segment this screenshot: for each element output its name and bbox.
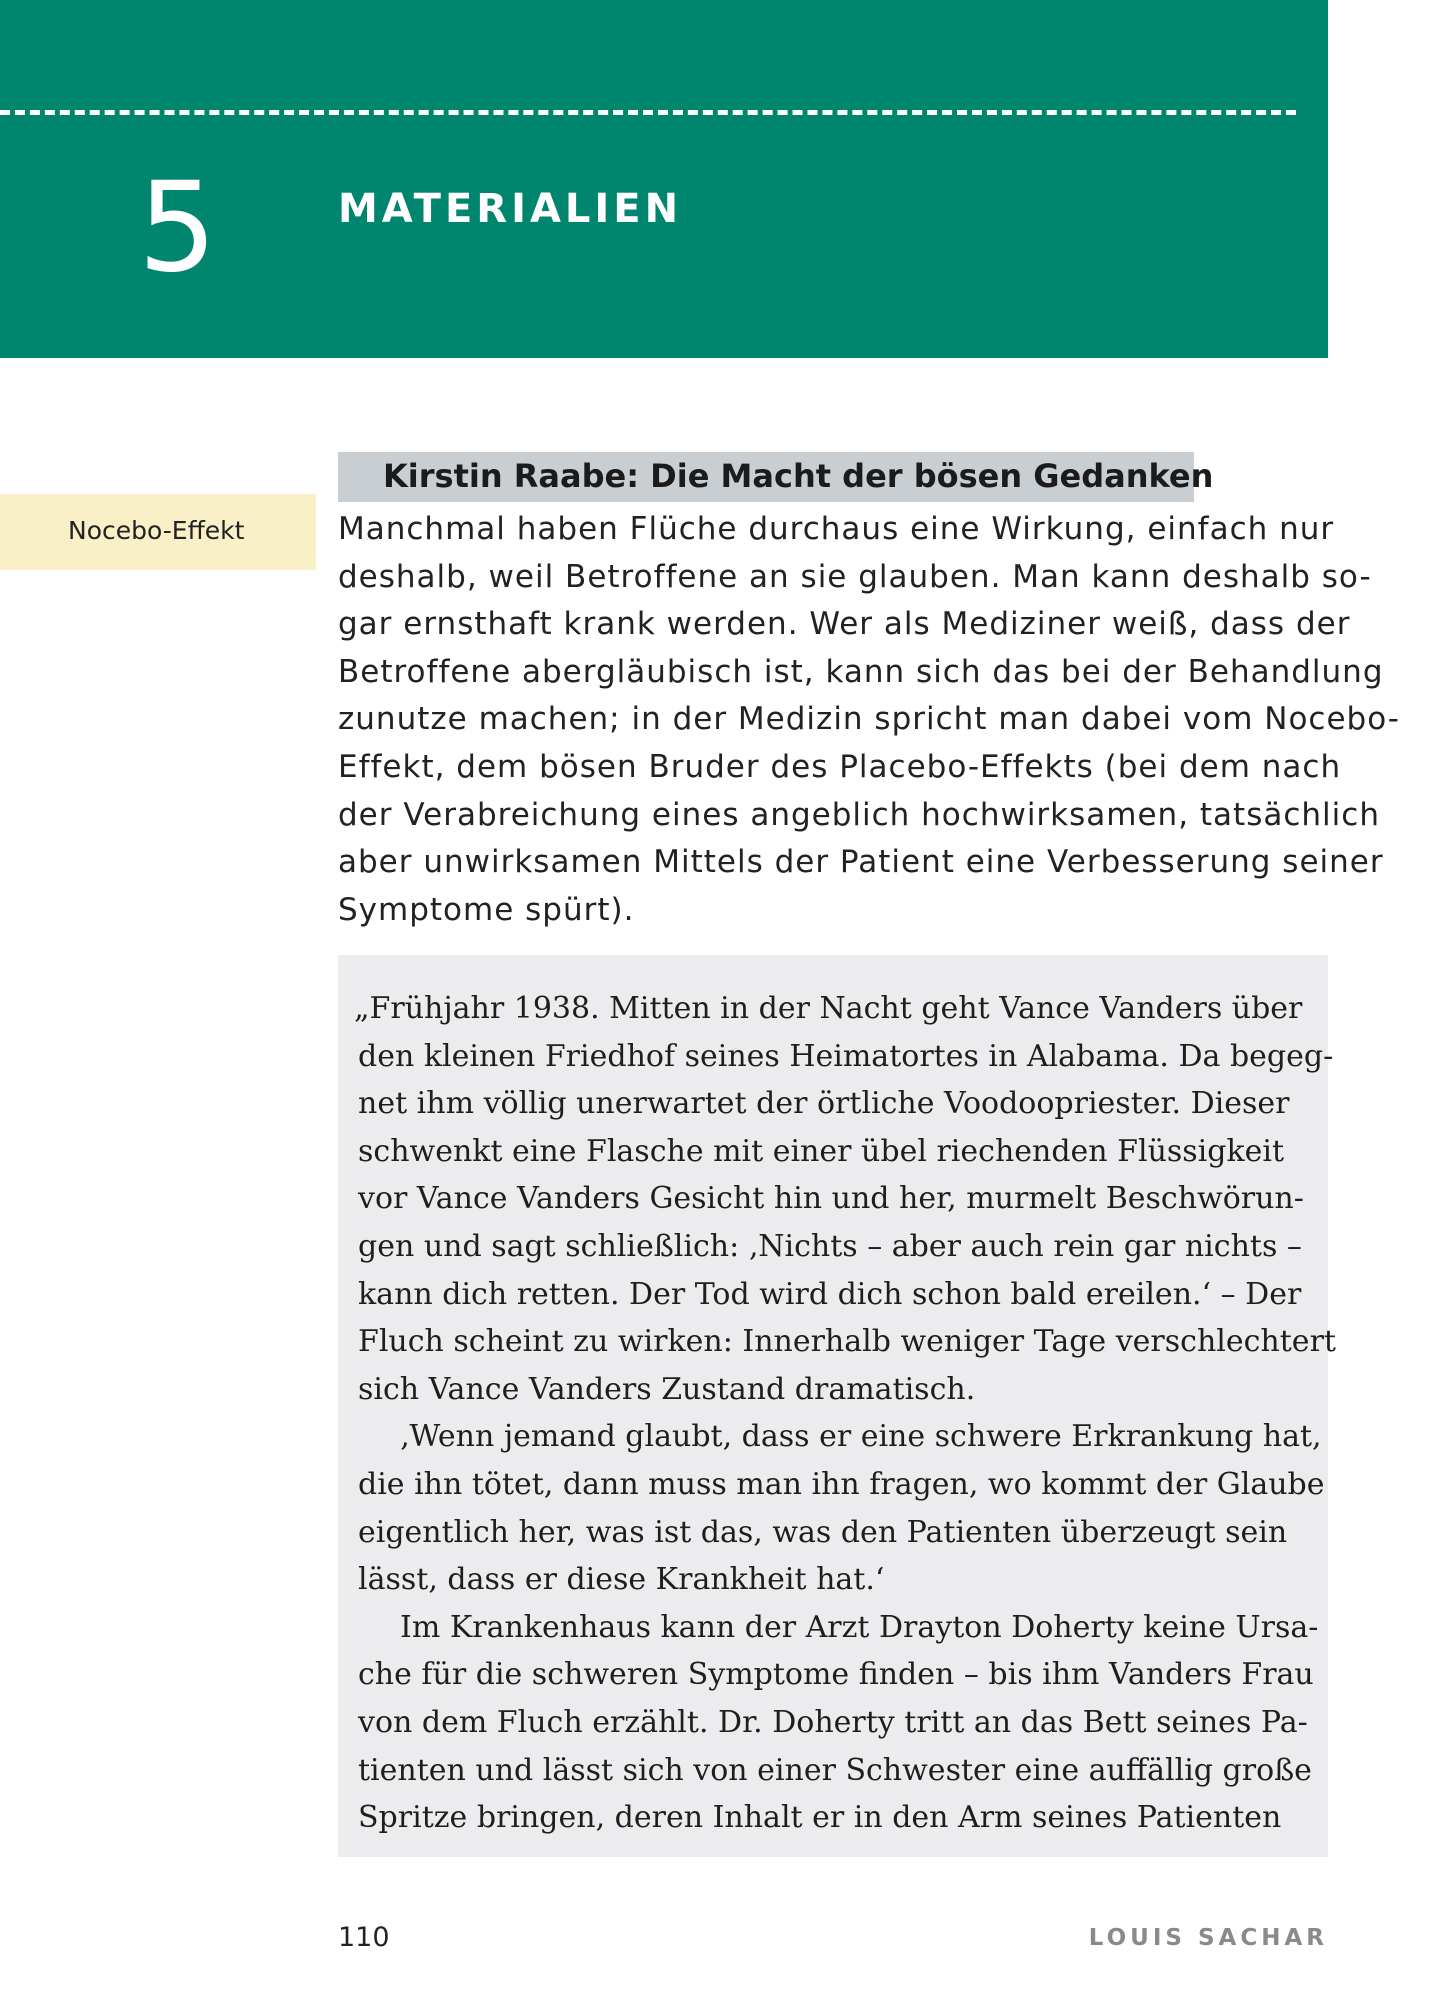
chapter-header-band xyxy=(0,0,1328,358)
quote-line: die ihn tötet, dann muss man ihn fragen, wo kommt der Glaube xyxy=(358,1466,1325,1502)
intro-line: zunutze machen; in der Medizin spricht man dabei vom Nocebo- xyxy=(338,701,1400,738)
quote-line: den kleinen Friedhof seines Heimatortes in Alabama. Da begeg- xyxy=(358,1038,1334,1074)
quote-line: Spritze bringen, deren Inhalt er in den Arm seines Patienten xyxy=(358,1800,1282,1836)
quote-line: ‚Wenn jemand glaubt, dass er eine schwere Erkrankung hat, xyxy=(400,1419,1322,1455)
quote-text xyxy=(354,985,1336,1842)
intro-line: Manchmal haben Flüche durchaus eine Wirkung, einfach nur xyxy=(338,511,1335,547)
running-footer-author: LOUIS SACHAR xyxy=(1088,1925,1328,1951)
intro-line: aber unwirksamen Mittels der Patient eine Verbesserung seiner xyxy=(338,844,1384,881)
quote-line: sich Vance Vanders Zustand dramatisch. xyxy=(358,1371,976,1407)
quote-line: eigentlich her, was ist das, was den Patienten überzeugt sein xyxy=(358,1514,1288,1550)
quote-line: schwenkt eine Flasche mit einer übel riechenden Flüssigkeit xyxy=(358,1133,1285,1169)
quote-line: tienten und lässt sich von einer Schwester eine auffällig große xyxy=(358,1752,1312,1788)
intro-line: deshalb, weil Betroffene an sie glauben. Man kann deshalb so- xyxy=(338,558,1372,595)
quote-line: lässt, dass er diese Krankheit hat.‘ xyxy=(358,1562,885,1598)
quote-line: kann dich retten. Der Tod wird dich schon bald ereilen.‘ – Der xyxy=(358,1276,1302,1312)
quote-box xyxy=(338,955,1336,1857)
intro-line: Betroffene abergläubisch ist, kann sich das bei der Behandlung xyxy=(338,653,1384,690)
margin-note xyxy=(0,494,316,570)
article-heading-text: Kirstin Raabe: Die Macht der bösen Gedanken xyxy=(383,457,1214,495)
quote-line: von dem Fluch erzählt. Dr. Doherty tritt an das Bett seines Pa- xyxy=(358,1704,1308,1740)
quote-line: net ihm völlig unerwartet der örtliche Voodoopriester. Dieser xyxy=(358,1086,1290,1122)
quote-line: vor Vance Vanders Gesicht hin und her, murmelt Beschwörun- xyxy=(358,1181,1304,1217)
margin-note-label: Nocebo-Effekt xyxy=(68,516,245,545)
quote-line: gen und sagt schließlich: ‚Nichts – aber auch rein gar nichts – xyxy=(358,1228,1302,1264)
chapter-title: MATERIALIEN xyxy=(338,186,683,232)
quote-line: che für die schweren Symptome finden – bis ihm Vanders Frau xyxy=(358,1657,1314,1693)
intro-line: gar ernsthaft krank werden. Wer als Mediziner weiß, dass der xyxy=(338,606,1351,643)
article-heading xyxy=(338,452,1214,502)
quote-line: Fluch scheint zu wirken: Innerhalb weniger Tage verschlechtert xyxy=(358,1324,1336,1360)
intro-line: Effekt, dem bösen Bruder des Placebo-Effekts (bei dem nach xyxy=(338,748,1342,785)
intro-paragraph xyxy=(338,506,1400,934)
header-dashed-rule xyxy=(0,110,1296,115)
quote-line: „Frühjahr 1938. Mitten in der Nacht geht Vance Vanders über xyxy=(354,991,1303,1026)
intro-line: Symptome spürt). xyxy=(338,891,635,928)
intro-line: der Verabreichung eines angeblich hochwirksamen, tatsächlich xyxy=(338,796,1380,833)
chapter-number: 5 xyxy=(138,156,217,300)
page-number: 110 xyxy=(338,1922,390,1953)
quote-line: Im Krankenhaus kann der Arzt Drayton Doherty keine Ursa- xyxy=(400,1609,1319,1645)
